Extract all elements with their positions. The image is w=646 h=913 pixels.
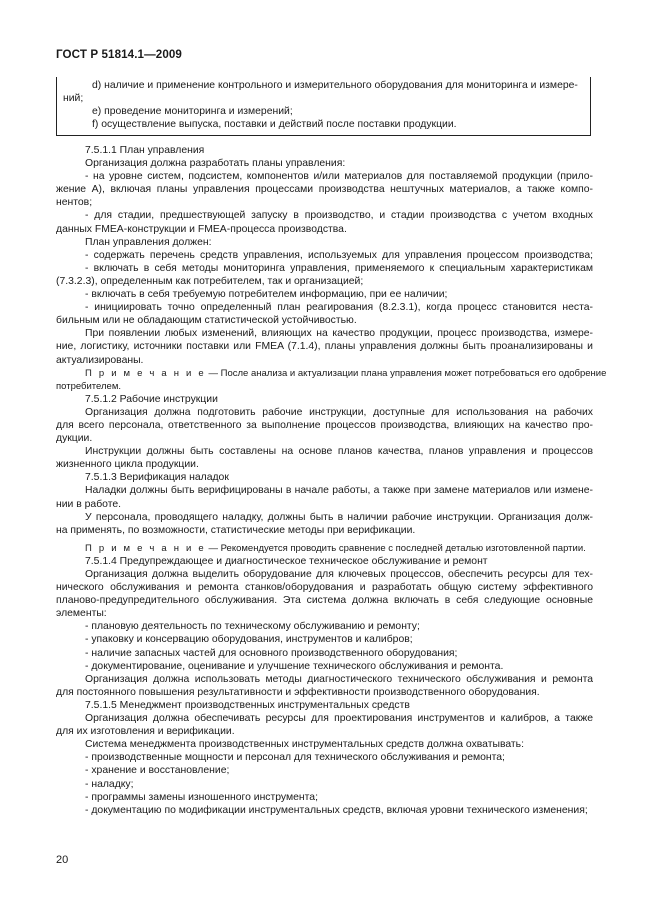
note-line bbox=[56, 367, 607, 380]
text-line: Инструкции должны быть составлены на основе планов качества, планов управления и процессов bbox=[85, 446, 593, 458]
text-line: Наладки должны быть верифицированы в начале работы, а также при замене материалов или измене- bbox=[85, 485, 593, 497]
text-line: Организация должна разработать планы управления: bbox=[85, 158, 346, 170]
text-line: Организация должна обеспечивать ресурсы для проектирования инструментов и калибров, а также bbox=[85, 713, 593, 725]
text-line: нии в работе. bbox=[56, 498, 122, 510]
text-line: актуализированы. bbox=[56, 354, 144, 366]
text-line: ние, логистику, источники поставки или FMEA (7.1.4), планы управления должны быть проанализированы и bbox=[56, 341, 593, 353]
text-line: - наладку; bbox=[85, 778, 134, 790]
text-line: - документирование, оценивание и улучшение технического обслуживания и ремонта. bbox=[85, 660, 504, 672]
text-line: - инициировать точно определенный план реагирования (8.2.3.1), когда процесс становится неста- bbox=[85, 302, 593, 314]
text-line: - производственные мощности и персонал для технического обслуживания и ремонта; bbox=[85, 752, 505, 764]
text-line: бильным или не обладающим статистической устойчивостью. bbox=[56, 315, 357, 327]
section-heading: 7.5.1.2 Рабочие инструкции bbox=[85, 393, 218, 405]
section-heading: 7.5.1.1 План управления bbox=[85, 145, 205, 156]
section-heading: 7.5.1.3 Верификация наладок bbox=[85, 472, 229, 484]
text-line: жение А), включая планы управления процессами производства нештучных материалов, а также компо- bbox=[56, 184, 593, 196]
document-body bbox=[56, 144, 607, 817]
text-line: - документацию по модификации инструментальных средств, включая уровни технического изменения; bbox=[85, 804, 588, 816]
text-line: (7.3.2.3), определенным как потребителем, так и организацией; bbox=[56, 275, 364, 287]
note-line: потребителем. bbox=[56, 380, 121, 392]
text-line: Организация должна использовать методы диагностического технического обслуживания и ремонта bbox=[85, 673, 593, 685]
text-line: При появлении любых изменений, влияющих на качество продукции, процесс производства, измере- bbox=[85, 328, 593, 340]
text-line: для всего персонала, ответственного за выполнение процессов производства, влияющих на качество про- bbox=[56, 419, 593, 431]
text-line: - для стадии, предшествующей запуску в производство, и стадии производства с учетом входных bbox=[85, 210, 593, 222]
text-line: - включать в себя методы мониторинга управления, применяемого к специальным характеристикам bbox=[85, 262, 593, 274]
box-item-d: d) наличие и применение контрольного и измерительного оборудования для мониторинга и измере- bbox=[92, 80, 578, 91]
document-header: ГОСТ Р 51814.1—2009 bbox=[56, 48, 182, 61]
section-heading: 7.5.1.4 Предупреждающее и диагностическое техническое обслуживание и ремонт bbox=[85, 555, 488, 567]
box-item-f: f) осуществление выпуска, поставки и действий после поставки продукции. bbox=[92, 119, 457, 130]
note-text: — Рекомендуется проводить сравнение с последней деталью изготовленной партии. bbox=[205, 542, 586, 554]
text-line: Организация должна подготовить рабочие инструкции, доступные для использования на рабочих bbox=[85, 406, 593, 418]
text-line: для их изготовления и верификации. bbox=[56, 726, 235, 738]
text-line: - хранение и восстановление; bbox=[85, 765, 230, 777]
text-line: У персонала, проводящего наладку, должны быть в наличии рабочие инструкции. Организация долж- bbox=[85, 511, 593, 523]
continuation-box bbox=[56, 77, 591, 136]
text-line: нического обслуживания и ремонта станков/оборудования и разработать общую систему эффективного bbox=[56, 582, 593, 594]
note-label: П р и м е ч а н и е bbox=[85, 367, 206, 379]
note-text: — После анализа и актуализации плана управления может потребоваться его одобрение bbox=[205, 367, 607, 379]
text-line: на применять, по возможности, статистические методы при верификации. bbox=[56, 524, 416, 536]
box-item-d-cont: ний; bbox=[63, 93, 84, 104]
note-label: П р и м е ч а н и е bbox=[85, 542, 206, 554]
box-item-e: e) проведение мониторинга и измерений; bbox=[92, 106, 293, 117]
text-line: - плановую деятельность по техническому обслуживанию и ремонту; bbox=[85, 621, 420, 633]
text-line: нентов; bbox=[56, 197, 93, 209]
text-line: Система менеджмента производственных инструментальных средств должна охватывать: bbox=[85, 739, 524, 751]
note-line bbox=[56, 542, 593, 555]
text-line: - упаковку и консервацию оборудования, инструментов и калибров; bbox=[85, 634, 413, 646]
text-line: планово-предупредительного обслуживания. Эта система должна включать в себя следующие основные bbox=[56, 595, 593, 607]
text-line: План управления должен: bbox=[85, 236, 212, 248]
text-line: - включать в себя требуемую потребителем информацию, при ее наличии; bbox=[85, 289, 448, 301]
text-line: - на уровне систем, подсистем, компонентов и/или материалов для поставляемой продукции (прило- bbox=[85, 171, 593, 183]
section-heading: 7.5.1.5 Менеджмент производственных инструментальных средств bbox=[85, 699, 410, 711]
text-line: жизненного цикла продукции. bbox=[56, 459, 199, 471]
text-line: - содержать перечень средств управления, используемых для управления процессом производства; bbox=[85, 249, 593, 261]
page-number: 20 bbox=[56, 854, 69, 866]
text-line: для постоянного повышения результативности и эффективности производственного оборудования. bbox=[56, 686, 540, 698]
text-line: данных FMEA-конструкции и FMEA-процесса производства. bbox=[56, 223, 347, 235]
text-line: Организация должна выделить оборудование для ключевых процессов, обеспечить ресурсы для тех- bbox=[85, 569, 593, 580]
text-line: - наличие запасных частей для основного производственного оборудования; bbox=[85, 647, 458, 659]
text-line: дукции. bbox=[56, 433, 93, 445]
text-line: - программы замены изношенного инструмента; bbox=[85, 791, 318, 803]
text-line: элементы: bbox=[56, 608, 107, 620]
